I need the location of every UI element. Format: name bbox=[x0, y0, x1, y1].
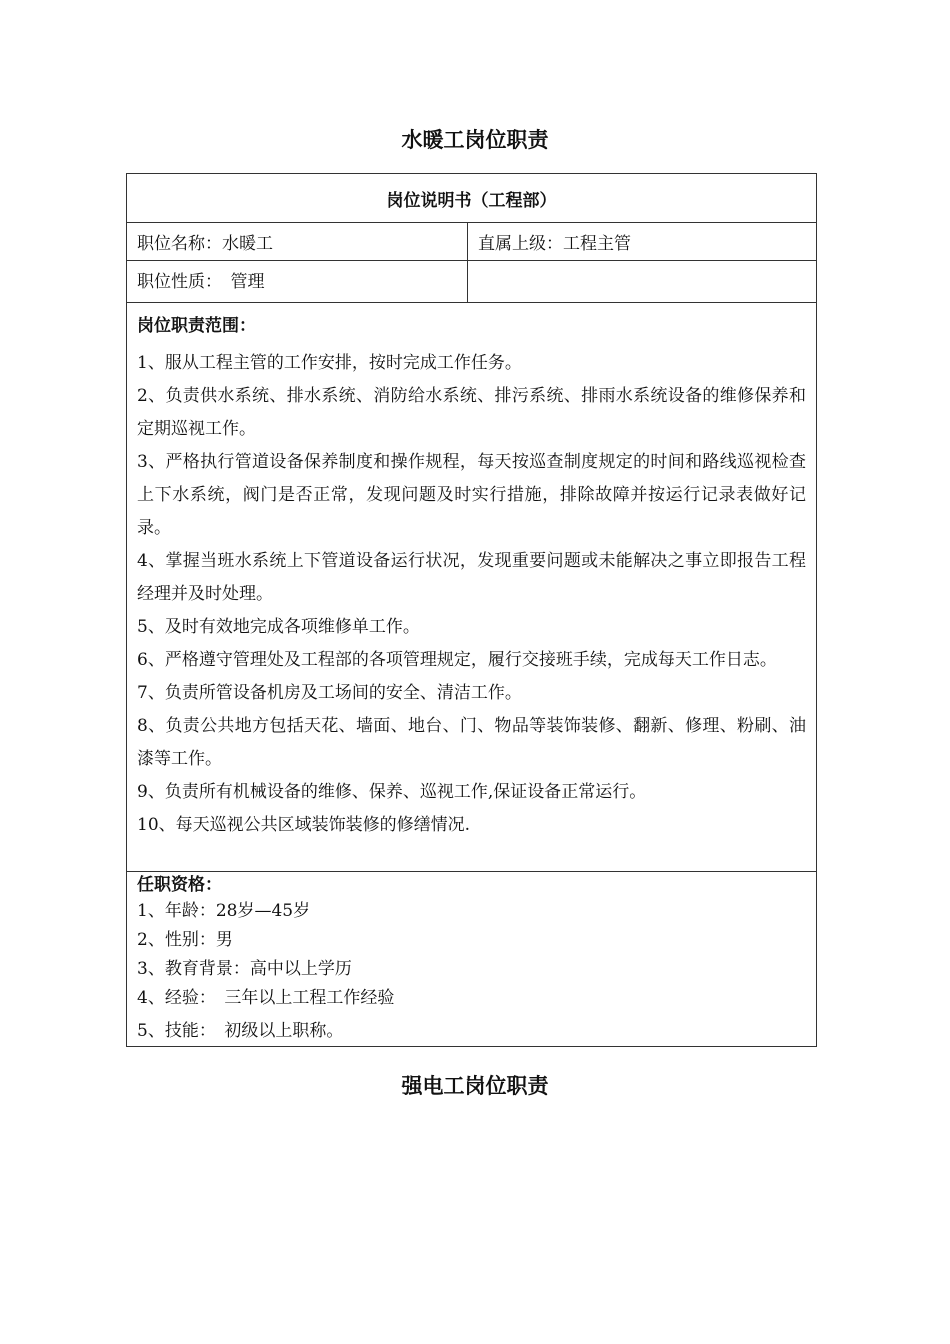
qualification-item: 2、性别：男 bbox=[137, 930, 233, 950]
document-title: 水暖工岗位职责 bbox=[401, 127, 549, 152]
duty-item: 8、负责公共地方包括天花、墙面、地台、门、物品等装饰装修、翻新、修理、粉刷、油漆等工作。 bbox=[137, 716, 806, 769]
duties-row bbox=[127, 303, 817, 872]
qualification-item: 1、年龄：28岁—45岁 bbox=[137, 901, 311, 921]
qualifications-section bbox=[127, 872, 817, 1047]
duty-item: 1、服从工程主管的工作安排，按时完成工作任务。 bbox=[137, 353, 522, 373]
qualification-item: 5、技能： 初级以上职称。 bbox=[137, 1021, 344, 1041]
duty-item: 10、每天巡视公共区域装饰装修的修缮情况. bbox=[137, 815, 471, 835]
blank-cell bbox=[468, 261, 817, 303]
duty-item: 9、负责所有机械设备的维修、保养、巡视工作,保证设备正常运行。 bbox=[137, 782, 647, 802]
next-section-title: 强电工岗位职责 bbox=[401, 1073, 549, 1098]
duty-item: 6、严格遵守管理处及工程部的各项管理规定，履行交接班手续，完成每天工作日志。 bbox=[137, 650, 777, 670]
duty-item: 2、负责供水系统、排水系统、消防给水系统、排污系统、排雨水系统设备的维修保养和定期巡视工作。 bbox=[137, 386, 806, 439]
info-row-2 bbox=[127, 261, 817, 303]
duty-item: 7、负责所管设备机房及工场间的安全、清洁工作。 bbox=[137, 683, 522, 703]
qualification-item: 3、教育背景：高中以上学历 bbox=[137, 959, 352, 979]
duty-item: 4、掌握当班水系统上下管道设备运行状况，发现重要问题或未能解决之事立即报告工程经理并及时处理。 bbox=[137, 551, 806, 604]
supervisor-cell: 直属上级：工程主管 bbox=[468, 223, 817, 261]
duties-section bbox=[127, 303, 817, 872]
qualifications-label: 任职资格： bbox=[137, 875, 222, 895]
table-header: 岗位说明书（工程部） bbox=[127, 174, 817, 223]
duty-item: 5、及时有效地完成各项维修单工作。 bbox=[137, 617, 420, 637]
qualifications-row bbox=[127, 872, 817, 1047]
info-row-1 bbox=[127, 223, 817, 261]
job-description-table bbox=[126, 173, 817, 1047]
qualification-item: 4、经验： 三年以上工程工作经验 bbox=[137, 988, 395, 1008]
table-header-row bbox=[127, 174, 817, 223]
position-name-cell: 职位名称：水暖工 bbox=[127, 223, 468, 261]
duty-item: 3、严格执行管道设备保养制度和操作规程，每天按巡查制度规定的时间和路线巡视检查上下水系统，阀门是否正常，发现问题及时实行措施，排除故障并按运行记录表做好记录。 bbox=[137, 452, 806, 538]
duties-label: 岗位职责范围： bbox=[137, 316, 256, 336]
position-nature-cell: 职位性质： 管理 bbox=[127, 261, 468, 303]
